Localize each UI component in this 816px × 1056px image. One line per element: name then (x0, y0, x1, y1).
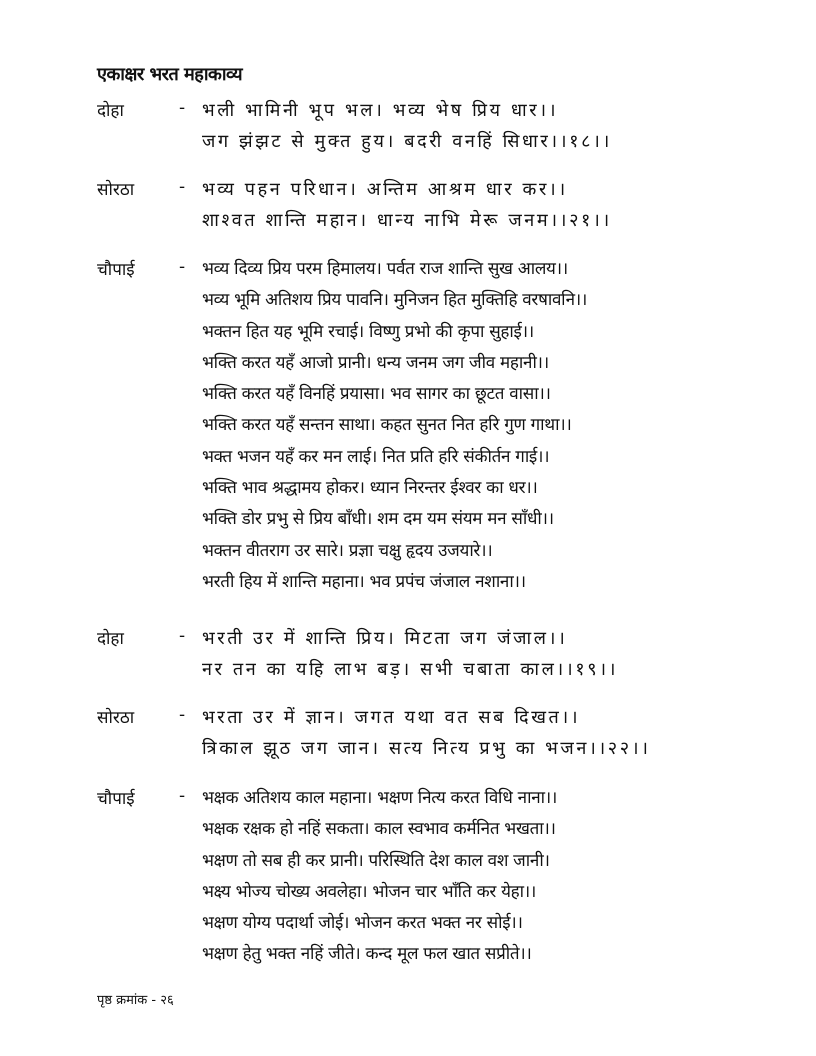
verse-line: भव्य भूमि अतिशय प्रिय पावनि। मुनिजन हित मुक्तिहि वरषावनि।। (202, 290, 587, 311)
stanza-doha-19 (97, 623, 737, 686)
verse-line: भक्तन वीतराग उर सारे। प्रज्ञा चक्षु हृदय उजयारे।। (202, 540, 493, 561)
verse-line: भक्ति करत यहँ विनहिं प्रयासा। भव सागर का छूटत वासा।। (202, 384, 551, 405)
stanza-soratha-22 (97, 702, 737, 765)
verse-label: सोरठा (97, 180, 135, 200)
verse-dash: - (179, 626, 186, 646)
verse-line: भक्ष्य भोज्य चोख्य अवलेहा। भोजन चार भाँति कर येहा।। (202, 881, 537, 902)
verse-line: भव्य दिव्य प्रिय परम हिमालय। पर्वत राज शान्ति सुख आलय।। (202, 259, 568, 279)
verse-line: भरती उर में शान्ति प्रिय। मिटता जग जंजाल।। (202, 628, 568, 649)
verse-line: भक्ति भाव श्रद्धामय होकर। ध्यान निरन्तर ईश्वर का धर।। (202, 478, 538, 499)
verse-line: भक्त भजन यहँ कर मन लाई। नित प्रति हरि संकीर्तन गाई।। (202, 446, 550, 467)
verse-line: जग झंझट से मुक्त हुय। बदरी वनहिं सिधार।।१८।। (202, 131, 612, 153)
verse-line: शाश्वत शान्ति महान। धान्य नाभि मेरू जनम।।२१।। (202, 210, 612, 232)
verse-line: भक्ति डोर प्रभु से प्रिय बाँधी। शम दम यम संयम मन साँधी।। (202, 509, 554, 530)
verse-line: भरता उर में ज्ञान। जगत यथा वत सब दिखत।। (202, 707, 581, 728)
verse-line: भक्षक अतिशय काल महाना। भक्षण नित्य करत विधि नाना।। (202, 788, 558, 808)
stanza-doha-18 (97, 95, 737, 158)
verse-dash: - (179, 786, 186, 806)
verse-label: चौपाई (97, 260, 135, 280)
verse-line: भक्ति करत यहँ सन्तन साथा। कहत सुनत नित हरि गुण गाथा।। (202, 415, 572, 436)
verse-line: भक्ति करत यहँ आजो प्रानी। धन्य जनम जग जीव महानी।। (202, 352, 549, 373)
verse-label: दोहा (97, 101, 124, 121)
verse-line: त्रिकाल झूठ जग जान। सत्य नित्य प्रभु का भजन।।२२।। (202, 738, 651, 760)
verse-label: सोरठा (97, 708, 135, 728)
verse-dash: - (179, 98, 186, 118)
verse-dash: - (179, 257, 186, 277)
verse-line: भक्तन हित यह भूमि रचाई। विष्णु प्रभो की कृपा सुहाई।। (202, 321, 534, 342)
verse-dash: - (179, 705, 186, 725)
running-header-title: एकाक्षर भरत महाकाव्य (97, 64, 243, 85)
verse-line: भरती हिय में शान्ति महाना। भव प्रपंच जंजाल नशाना।। (202, 571, 526, 592)
verse-label: दोहा (97, 629, 124, 649)
verse-line: भक्षण हेतु भक्त नहिं जीते। कन्द मूल फल खात सप्रीते।। (202, 944, 532, 965)
verse-line: भली भामिनी भूप भल। भव्य भेष प्रिय धार।। (202, 100, 559, 121)
verse-line: भक्षण तो सब ही कर प्रानी। परिस्थिति देश काल वश जानी। (202, 850, 550, 871)
verse-dash: - (179, 177, 186, 197)
verse-line: भव्य पहन परिधान। अन्तिम आश्रम धार कर।। (202, 179, 568, 200)
stanza-soratha-21 (97, 174, 737, 237)
verse-line: भक्षक रक्षक हो नहिं सकता। काल स्वभाव कर्मनित भखता।। (202, 819, 556, 840)
stanza-chaupai-1 (97, 254, 737, 598)
verse-label: चौपाई (97, 789, 135, 809)
verse-line: भक्षण योग्य पदार्था जोई। भोजन करत भक्त नर सोई।। (202, 913, 523, 934)
page-number-footer: पृष्ठ क्रमांक - २६ (97, 993, 174, 1008)
verse-line: नर तन का यहि लाभ बड़। सभी चबाता काल।।१९।। (202, 659, 619, 681)
stanza-chaupai-2 (97, 783, 737, 971)
